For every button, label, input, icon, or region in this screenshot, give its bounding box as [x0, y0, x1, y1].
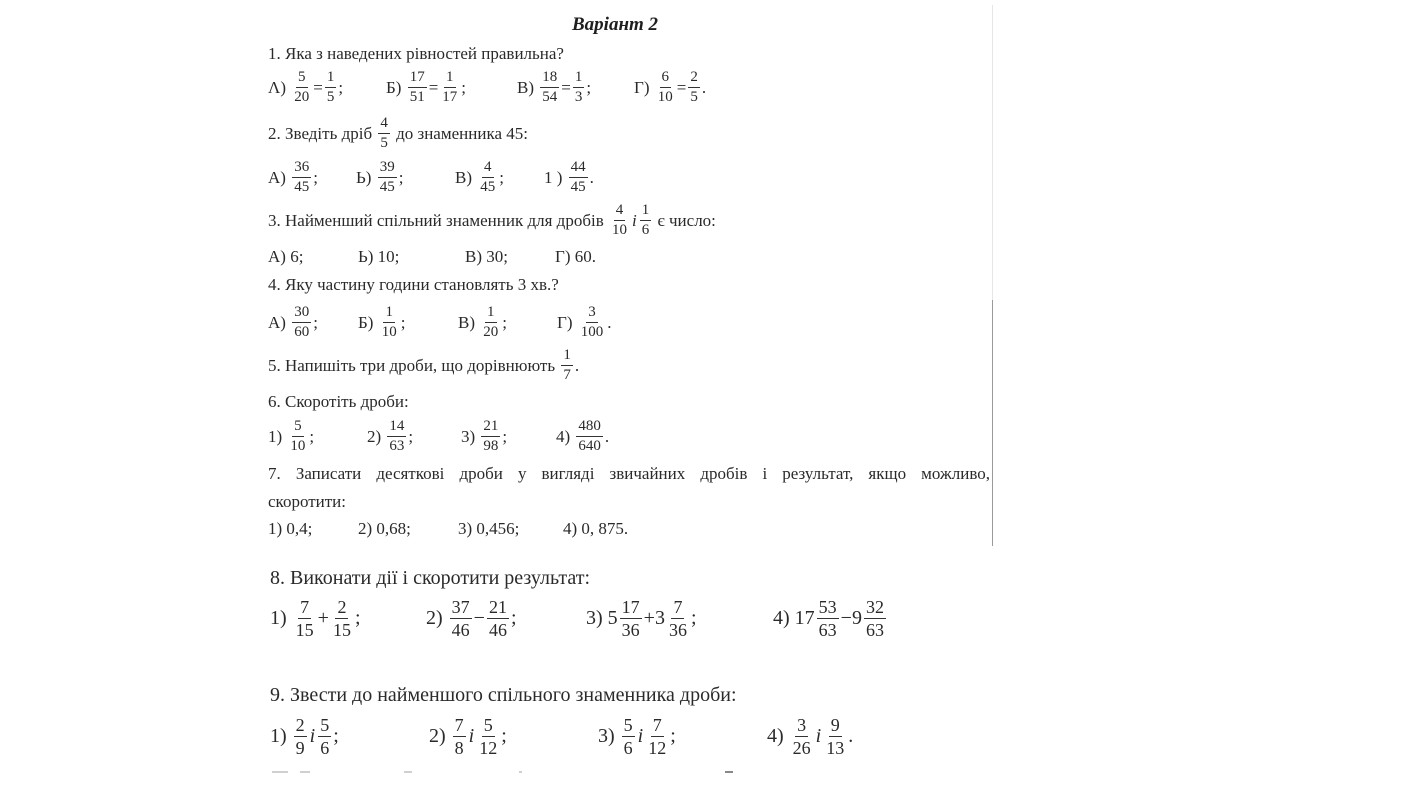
q1-option-c: В) $\frac{18}{54}$ = $\frac{1}{3}$ ; — [517, 69, 592, 105]
q7-option-3: 3) 0,456; — [458, 519, 520, 538]
fraction: $\frac{4}{45}$ — [480, 159, 496, 195]
q9-option-1: 1) $\frac{2}{9}$ і $\frac{5}{6}$ ; — [270, 715, 339, 758]
fraction: $\frac{21}{98}$ — [483, 418, 499, 454]
fraction: $\frac{36}{45}$ — [294, 159, 310, 195]
cutoff-text-fragment — [725, 771, 733, 773]
q9-option-3: 3) $\frac{5}{6}$ і $\frac{7}{12}$ ; — [598, 715, 676, 758]
q8-option-2: 2) $\frac{37}{46}$ − $\frac{21}{46}$ ; — [426, 597, 517, 640]
q2-option-c: В) $\frac{4}{45}$ ; — [455, 159, 504, 195]
fraction: $\frac{30}{60}$ — [294, 304, 310, 340]
q3-option-c: В) 30; — [465, 247, 508, 266]
fraction: $\frac{9}{13}$ — [826, 715, 845, 758]
question-8-text: 8. Виконати дії і скоротити результат: — [270, 567, 590, 589]
fraction: $\frac{1}{10}$ — [381, 304, 397, 340]
fraction: $\frac{2}{5}$ — [690, 69, 698, 105]
cutoff-text-fragment — [404, 771, 412, 773]
question-7-line-1: 7. Записати десяткові дроби у вигляді звичайних дробів і результат, якщо можливо, — [268, 464, 990, 483]
question-4-text: 4. Яку частину години становлять 3 хв.? — [268, 275, 559, 294]
q7-option-2: 2) 0,68; — [358, 519, 411, 538]
fraction: $\frac{5}{6}$ — [623, 715, 633, 758]
q6-option-3: 3) $\frac{21}{98}$ ; — [461, 418, 508, 454]
q8-option-3: 3) 5 $\frac{17}{36}$ + 3 $\frac{7}{36}$ ; — [586, 597, 697, 640]
question-1-text: 1. Яка з наведених рівностей правильна? — [268, 44, 564, 63]
fraction: $\frac{1}{6}$ — [641, 202, 650, 238]
fraction: $\frac{1}{5}$ — [326, 69, 335, 105]
q1-option-a: Λ) $\frac{5}{20}$ = $\frac{1}{5}$ ; — [268, 69, 344, 105]
fraction: $\frac{2}{9}$ — [295, 715, 305, 758]
fraction: $\frac{21}{46}$ — [488, 597, 507, 640]
cutoff-text-fragment — [300, 771, 310, 773]
question-2-text: 2. Зведіть дріб $\frac{4}{5}$ до знаменника 45: — [268, 115, 528, 151]
fraction: $\frac{18}{54}$ — [542, 69, 558, 105]
fraction: $\frac{7}{8}$ — [454, 715, 464, 758]
q7-option-4: 4) 0, 875. — [563, 519, 629, 538]
fraction: $\frac{3}{100}$ — [580, 304, 604, 340]
fraction: $\frac{3}{26}$ — [792, 715, 811, 758]
q6-option-1: 1) $\frac{5}{10}$ ; — [268, 418, 315, 454]
q4-option-b: Б) $\frac{1}{10}$ ; — [358, 304, 406, 340]
q6-option-2: 2) $\frac{14}{63}$ ; — [367, 418, 414, 454]
q3-option-d: Г) 60. — [555, 247, 596, 266]
q4-option-a: А) $\frac{30}{60}$ ; — [268, 304, 318, 340]
option-label: В) — [517, 77, 534, 97]
q9-option-4: 4) $\frac{3}{26}$ і $\frac{9}{13}$ . — [767, 715, 854, 758]
fraction: $\frac{5}{12}$ — [479, 715, 498, 758]
option-label: Г) — [634, 77, 650, 97]
fraction: $\frac{5}{10}$ — [290, 418, 306, 454]
fraction: $\frac{7}{15}$ — [295, 597, 314, 640]
q3-option-b: Ь) 10; — [358, 247, 400, 266]
option-label: Λ) — [268, 77, 286, 97]
cutoff-text-fragment — [519, 771, 522, 773]
variant-title: Варіант 2 — [572, 14, 659, 35]
fraction: $\frac{53}{63}$ — [818, 597, 837, 640]
fraction: $\frac{39}{45}$ — [379, 159, 395, 195]
question-7-line-2: скоротити: — [268, 492, 346, 511]
fraction: $\frac{1}{7}$ — [563, 347, 571, 383]
fraction: $\frac{6}{10}$ — [657, 69, 673, 105]
fraction: $\frac{2}{15}$ — [332, 597, 351, 640]
fraction: $\frac{44}{45}$ — [570, 159, 586, 195]
fraction: $\frac{7}{36}$ — [668, 597, 687, 640]
q2-option-d: 1 ) $\frac{44}{45}$ . — [544, 159, 594, 195]
q8-option-1: 1) $\frac{7}{15}$ + $\frac{2}{15}$ ; — [270, 597, 361, 640]
q9-option-2: 2) $\frac{7}{8}$ і $\frac{5}{12}$ ; — [429, 715, 507, 758]
q4-option-c: В) $\frac{1}{20}$ ; — [458, 304, 507, 340]
fraction: $\frac{480}{640}$ — [578, 418, 601, 454]
q3-option-a: А) 6; — [268, 247, 304, 266]
q2-option-b: Ь) $\frac{39}{45}$ ; — [356, 159, 404, 195]
fraction: $\frac{4}{10}$ — [611, 202, 627, 238]
fraction: $\frac{17}{36}$ — [621, 597, 640, 640]
q8-option-4: 4) 17 $\frac{53}{63}$ − 9 $\frac{32}{63}$ — [773, 597, 884, 640]
question-6-text: 6. Скоротіть дроби: — [268, 392, 409, 411]
q1-option-d: Г) $\frac{6}{10}$ = $\frac{2}{5}$ . — [634, 69, 707, 105]
cutoff-text-fragment — [272, 771, 288, 773]
question-9-text: 9. Звести до найменшого спільного знаменника дроби: — [270, 684, 737, 706]
page-border-line-light — [992, 5, 993, 300]
page-border-line — [992, 300, 993, 546]
fraction: $\frac{7}{12}$ — [648, 715, 667, 758]
q4-option-d: Г) $\frac{3}{100}$ . — [557, 304, 612, 340]
fraction: $\frac{37}{46}$ — [451, 597, 470, 640]
q1-option-b: Б) $\frac{17}{51}$ = $\frac{1}{17}$ ; — [386, 69, 467, 105]
question-5-text: 5. Напишіть три дроби, що дорівнюють $\frac{1}{7}$ . — [268, 347, 580, 383]
fraction: $\frac{17}{51}$ — [409, 69, 425, 105]
fraction: $\frac{1}{17}$ — [442, 69, 458, 105]
q7-option-1: 1) 0,4; — [268, 519, 313, 538]
q2-option-a: А) $\frac{36}{45}$ ; — [268, 159, 318, 195]
fraction: $\frac{32}{63}$ — [865, 597, 884, 640]
fraction: $\frac{5}{20}$ — [294, 69, 310, 105]
fraction: $\frac{5}{6}$ — [320, 715, 330, 758]
option-label: Б) — [386, 77, 402, 97]
fraction: $\frac{1}{3}$ — [574, 69, 583, 105]
fraction: $\frac{4}{5}$ — [380, 115, 388, 151]
question-3-text: 3. Найменший спільний знаменник для дробів $\frac{4}{10}$ і $\frac{1}{6}$ є число: — [268, 202, 716, 238]
q6-option-4: 4) $\frac{480}{640}$ . — [556, 418, 610, 454]
fraction: $\frac{14}{63}$ — [389, 418, 405, 454]
fraction: $\frac{1}{20}$ — [483, 304, 499, 340]
